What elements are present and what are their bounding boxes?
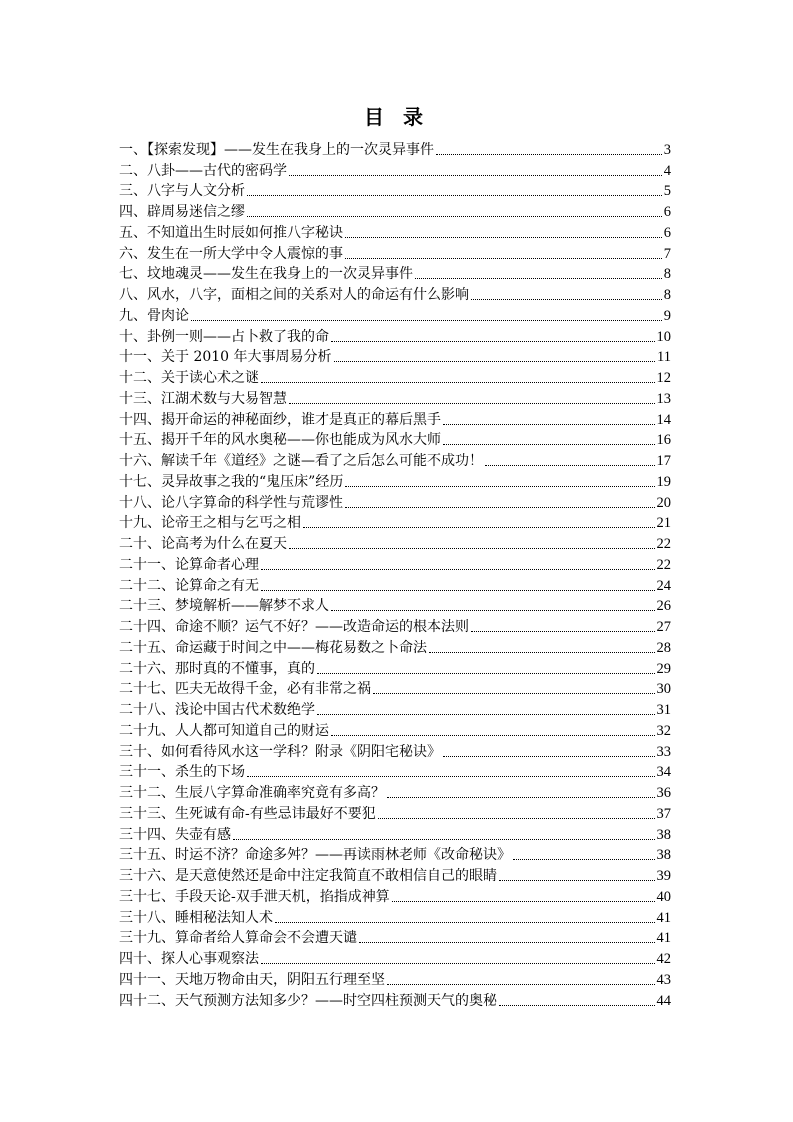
toc-entry[interactable] <box>119 221 671 242</box>
toc-dot-leader <box>247 775 655 777</box>
toc-list <box>119 138 671 1010</box>
toc-entry-title: 四十、探人心事观察法 <box>119 951 259 967</box>
toc-entry-title: 三十、如何看待风水这一学科？附录《阴阳宅秘诀》 <box>119 743 441 760</box>
toc-dot-leader <box>261 381 655 383</box>
toc-entry-page-number: 12 <box>656 370 671 386</box>
toc-dot-leader <box>471 630 655 632</box>
toc-dot-leader <box>415 277 662 279</box>
toc-entry[interactable] <box>119 491 671 512</box>
toc-entry[interactable] <box>119 968 671 989</box>
toc-entry-title: 三十二、生辰八字算命准确率究竟有多高？ <box>119 785 385 801</box>
toc-entry-title: 三十八、睡相秘法知人术 <box>119 909 273 926</box>
toc-dot-leader <box>436 153 662 155</box>
toc-entry-page-number: 14 <box>656 411 671 428</box>
toc-dot-leader <box>331 609 655 611</box>
toc-entry-page-number: 22 <box>656 556 671 573</box>
toc-entry-page-number: 42 <box>656 951 671 967</box>
toc-dot-leader <box>345 236 662 238</box>
toc-entry[interactable] <box>119 823 671 844</box>
toc-dot-leader <box>247 215 662 217</box>
toc-entry[interactable] <box>119 802 671 823</box>
toc-entry-page-number: 24 <box>656 577 671 594</box>
toc-entry-title: 二十一、论算命者心理 <box>119 556 259 573</box>
toc-dot-leader <box>317 672 655 674</box>
toc-dot-leader <box>331 340 655 342</box>
toc-entry-title: 四、辟周易迷信之缪 <box>119 204 245 220</box>
toc-entry-title: 四十一、天地万物命由天，阴阳五行理至坚 <box>119 971 385 988</box>
toc-entry-page-number: 38 <box>656 847 671 864</box>
toc-entry-page-number: 36 <box>656 785 671 801</box>
toc-dot-leader <box>233 838 655 840</box>
toc-entry-page-number: 33 <box>656 743 671 760</box>
toc-entry-page-number: 37 <box>656 805 671 822</box>
toc-entry[interactable] <box>119 180 671 201</box>
toc-entry-page-number: 9 <box>663 307 671 324</box>
toc-entry-title: 十三、江湖术数与大易智慧 <box>119 390 287 407</box>
toc-entry-title: 二十、论高考为什么在夏天 <box>119 536 287 552</box>
toc-entry-title: 十七、灵异故事之我的“鬼压床”经历 <box>119 473 344 490</box>
toc-entry[interactable] <box>119 263 671 284</box>
toc-entry-title: 二、八卦——古代的密码学 <box>119 162 287 179</box>
toc-entry-page-number: 5 <box>663 183 671 200</box>
toc-entry-page-number: 8 <box>663 287 671 303</box>
toc-dot-leader <box>429 651 655 653</box>
toc-entry[interactable] <box>119 927 671 948</box>
toc-entry-page-number: 7 <box>663 245 671 262</box>
toc-entry[interactable] <box>119 366 671 387</box>
toc-entry-page-number: 6 <box>663 204 671 220</box>
toc-dot-leader <box>247 194 662 196</box>
toc-entry-title: 二十五、命运藏于时间之中——梅花易数之卜命法 <box>119 639 427 656</box>
toc-entry-page-number: 31 <box>656 702 671 718</box>
toc-entry-title: 三十七、手段天论-双手泄天机，掐指成神算 <box>119 888 390 905</box>
toc-dot-leader <box>443 755 655 757</box>
toc-dot-leader <box>261 589 655 591</box>
toc-entry-title: 十、卦例一则——占卜救了我的命 <box>119 328 329 345</box>
toc-entry[interactable] <box>119 615 671 636</box>
toc-entry-page-number: 41 <box>656 930 671 947</box>
toc-dot-leader <box>275 921 655 923</box>
toc-entry[interactable] <box>119 283 671 304</box>
toc-entry-page-number: 19 <box>656 473 671 490</box>
toc-dot-leader <box>334 360 656 362</box>
toc-dot-leader <box>378 817 655 819</box>
toc-entry-title: 三十四、失壶有感 <box>119 826 231 843</box>
toc-dot-leader <box>261 962 655 964</box>
toc-dot-leader <box>345 257 662 259</box>
toc-entry-page-number: 29 <box>656 660 671 677</box>
toc-entry-page-number: 40 <box>656 888 671 905</box>
toc-entry-title: 九、骨肉论 <box>119 307 189 324</box>
toc-entry-title: 六、发生在一所大学中令人震惊的事 <box>119 245 343 262</box>
toc-entry-title: 二十八、浅论中国古代术数绝学 <box>119 702 315 718</box>
toc-entry-page-number: 39 <box>656 868 671 884</box>
toc-entry[interactable] <box>119 906 671 927</box>
toc-entry[interactable] <box>119 138 671 159</box>
toc-dot-leader <box>499 1004 655 1006</box>
toc-dot-leader <box>289 402 655 404</box>
toc-dot-leader <box>513 858 655 860</box>
toc-entry[interactable] <box>119 346 671 367</box>
toc-entry-page-number: 26 <box>656 598 671 615</box>
toc-dot-leader <box>443 443 655 445</box>
toc-entry[interactable] <box>119 864 671 885</box>
toc-dot-leader <box>345 506 655 508</box>
toc-entry-title: 十二、关于读心术之谜 <box>119 370 259 386</box>
toc-entry[interactable] <box>119 781 671 802</box>
toc-entry[interactable] <box>119 470 671 491</box>
toc-dot-leader <box>289 174 662 176</box>
toc-entry[interactable] <box>119 449 671 470</box>
toc-entry-page-number: 41 <box>656 909 671 926</box>
toc-dot-leader <box>471 298 662 300</box>
toc-entry[interactable] <box>119 657 671 678</box>
toc-entry-title: 二十二、论算命之有无 <box>119 577 259 594</box>
toc-entry-title: 三十六、是天意使然还是命中注定我简直不敢相信自己的眼睛 <box>119 868 497 884</box>
toc-dot-leader <box>485 464 655 466</box>
toc-entry[interactable] <box>119 429 671 450</box>
toc-entry-title: 七、坟地魂灵——发生在我身上的一次灵异事件 <box>119 266 413 283</box>
toc-entry-page-number: 10 <box>656 328 671 345</box>
toc-entry[interactable] <box>119 595 671 616</box>
toc-dot-leader <box>317 713 655 715</box>
toc-dot-leader <box>359 941 655 943</box>
toc-entry[interactable] <box>119 387 671 408</box>
toc-entry-page-number: 30 <box>656 681 671 698</box>
toc-entry-title: 一、【探索发现】——发生在我身上的一次灵异事件 <box>119 141 434 158</box>
toc-entry-title: 三十九、算命者给人算命会不会遭天谴 <box>119 930 357 947</box>
toc-entry-title: 二十四、命途不顺？运气不好？——改造命运的根本法则 <box>119 619 469 635</box>
toc-entry-page-number: 11 <box>657 349 671 366</box>
toc-entry-page-number: 32 <box>656 722 671 739</box>
toc-entry-title: 四十二、天气预测方法知多少？——时空四柱预测天气的奥秘 <box>119 992 497 1009</box>
toc-entry[interactable] <box>119 532 671 553</box>
toc-entry-page-number: 38 <box>656 826 671 843</box>
toc-dot-leader <box>345 485 654 487</box>
toc-entry[interactable] <box>119 740 671 761</box>
toc-entry-page-number: 4 <box>663 162 671 179</box>
toc-entry-title: 十六、解读千年《道经》之谜—看了之后怎么可能不成功！ <box>119 453 483 469</box>
toc-entry-title: 八、风水，八字，面相之间的关系对人的命运有什么影响 <box>119 287 469 303</box>
toc-entry[interactable] <box>119 408 671 429</box>
toc-entry-page-number: 28 <box>656 639 671 656</box>
toc-entry-title: 五、不知道出生时辰如何推八字秘诀 <box>119 224 343 241</box>
toc-entry-title: 三十一、杀生的下场 <box>119 764 245 781</box>
toc-entry-page-number: 17 <box>656 453 671 469</box>
toc-entry[interactable] <box>119 325 671 346</box>
toc-entry-page-number: 43 <box>656 971 671 988</box>
toc-dot-leader <box>387 983 655 985</box>
toc-entry-page-number: 3 <box>663 141 671 158</box>
toc-entry[interactable] <box>119 844 671 865</box>
toc-entry-title: 三、八字与人文分析 <box>119 183 245 200</box>
toc-dot-leader <box>289 547 655 549</box>
toc-entry-title: 二十三、梦境解析——解梦不求人 <box>119 598 329 615</box>
toc-entry[interactable] <box>119 947 671 968</box>
toc-dot-leader <box>373 692 655 694</box>
toc-entry[interactable] <box>119 242 671 263</box>
toc-dot-leader <box>392 900 655 902</box>
toc-entry-page-number: 27 <box>656 619 671 635</box>
toc-entry-title: 十九、论帝王之相与乞丐之相 <box>119 515 301 532</box>
toc-entry[interactable] <box>119 885 671 906</box>
toc-entry[interactable] <box>119 553 671 574</box>
toc-entry-page-number: 16 <box>656 432 671 449</box>
toc-entry[interactable] <box>119 719 671 740</box>
toc-entry-title: 三十三、生死诚有命-有些忌讳最好不要犯 <box>119 805 376 822</box>
toc-entry[interactable] <box>119 304 671 325</box>
toc-entry[interactable] <box>119 200 671 221</box>
toc-entry-title: 二十七、匹夫无故得千金，必有非常之祸 <box>119 681 371 698</box>
toc-dot-leader <box>303 526 655 528</box>
toc-entry[interactable] <box>119 512 671 533</box>
toc-entry[interactable] <box>119 678 671 699</box>
toc-entry-page-number: 34 <box>656 764 671 781</box>
toc-dot-leader <box>261 568 655 570</box>
toc-entry-page-number: 21 <box>656 515 671 532</box>
toc-entry-page-number: 20 <box>656 494 671 511</box>
toc-entry[interactable] <box>119 636 671 657</box>
toc-entry-title: 十四、揭开命运的神秘面纱，谁才是真正的幕后黑手 <box>119 411 441 428</box>
toc-entry-page-number: 44 <box>656 992 671 1009</box>
toc-entry[interactable] <box>119 574 671 595</box>
toc-entry-title: 十一、关于 2010 年大事周易分析 <box>119 349 332 366</box>
toc-entry[interactable] <box>119 159 671 180</box>
toc-title: 目 录 <box>364 105 429 129</box>
toc-dot-leader <box>331 734 655 736</box>
toc-dot-leader <box>387 796 655 798</box>
toc-entry[interactable] <box>119 989 671 1010</box>
toc-dot-leader <box>191 319 662 321</box>
toc-entry-page-number: 6 <box>663 224 671 241</box>
toc-entry-title: 三十五、时运不济？命途多舛？——再读雨林老师《改命秘诀》 <box>119 847 511 864</box>
toc-dot-leader <box>443 423 655 425</box>
toc-entry-title: 二十九、人人都可知道自己的财运 <box>119 722 329 739</box>
toc-entry-title: 二十六、那时真的不懂事，真的 <box>119 660 315 677</box>
toc-entry[interactable] <box>119 698 671 719</box>
toc-entry-title: 十八、论八字算命的科学性与荒谬性 <box>119 494 343 511</box>
toc-dot-leader <box>499 879 655 881</box>
toc-entry-page-number: 8 <box>663 266 671 283</box>
toc-entry-title: 十五、揭开千年的风水奥秘——你也能成为风水大师 <box>119 432 441 449</box>
toc-entry-page-number: 22 <box>656 536 671 552</box>
toc-entry[interactable] <box>119 761 671 782</box>
toc-entry-page-number: 13 <box>656 390 671 407</box>
